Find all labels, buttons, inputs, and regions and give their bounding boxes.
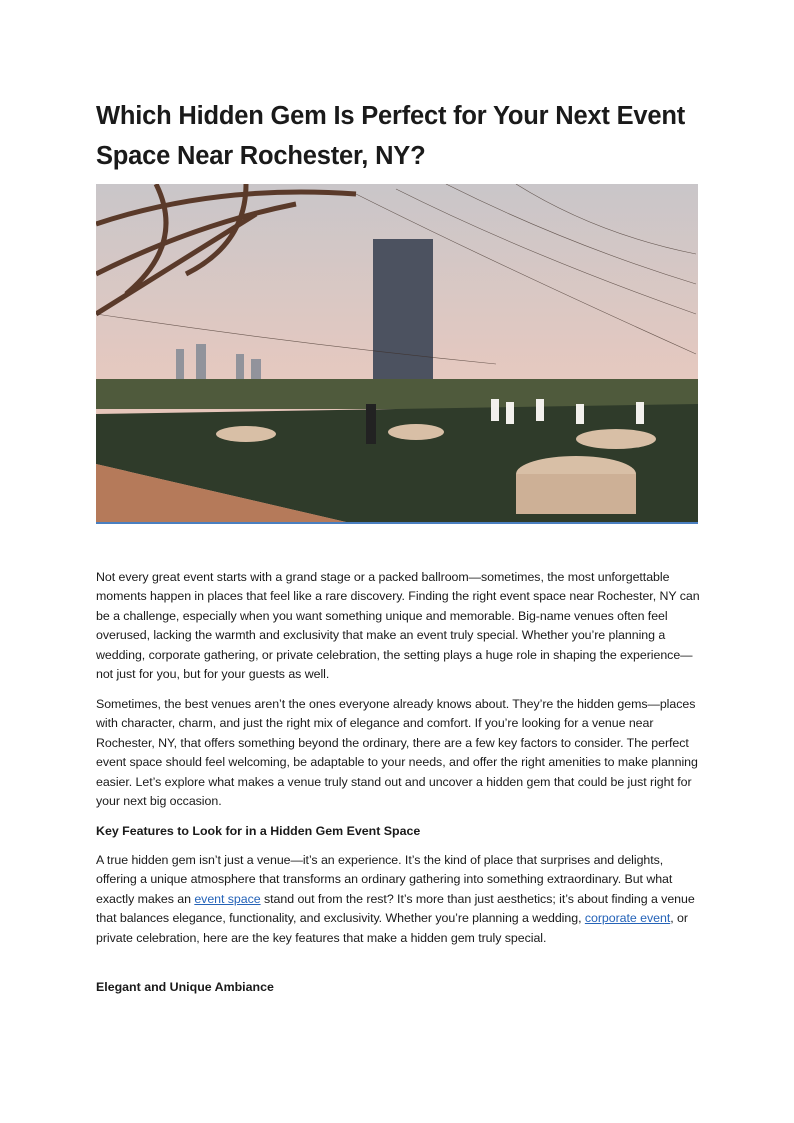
section-heading-ambiance: Elegant and Unique Ambiance <box>96 980 274 994</box>
text-segment: A true hidden gem isn’t just a venue—it’s an experience. It’s the kind of place that surprises and delights, offering a unique atmosphere that transforms an ordinary gathering into something extraordinary. But what exactly makes an <box>96 853 673 906</box>
corporate-event-link[interactable]: corporate event <box>584 911 671 926</box>
key-features-paragraph <box>96 851 702 948</box>
text-segment: , or private celebration, here are the key features that make a hidden gem truly special. <box>96 911 688 945</box>
intro-paragraph: Not every great event starts with a grand stage or a packed ballroom—sometimes, the most unforgettable moments happen in places that feel like a rare discovery. Finding the right event space near Rochester, NY can be a challenge, especially when you want something unique and memorable. Big-name venues often feel overused, lacking the warmth and exclusivity that make an event truly special. Whether you’re planning a wedding, corporate gathering, or private celebration, the setting plays a huge role in shaping the experience—not just for you, but for your guests as well. <box>96 570 700 682</box>
hero-image <box>96 184 698 524</box>
text-segment: stand out from the rest? It’s more than just aesthetics; it’s about finding a venue that balances elegance, functionality, and exclusivity. Whether you’re planning a wedding, <box>96 891 695 926</box>
hidden-gems-paragraph: Sometimes, the best venues aren’t the ones everyone already knows about. They’re the hidden gems—places with character, charm, and just the right mix of elegance and comfort. If you’re looking for a venue near Rochester, NY, that offers something beyond the ordinary, there are a few key factors to consider. The perfect event space should feel welcoming, be adaptable to your needs, and offer the right amenities to make planning easier. Let’s explore what makes a venue truly stand out and uncover a hidden gem that could be just right for your next big occasion. <box>96 697 698 809</box>
rooftop-venue-photo <box>96 184 698 522</box>
page-title: Which Hidden Gem Is Perfect for Your Next Event Space Near Rochester, NY? <box>96 102 686 170</box>
section-heading-key-features: Key Features to Look for in a Hidden Gem Event Space <box>96 824 421 838</box>
event-space-link[interactable]: event space <box>194 891 261 906</box>
